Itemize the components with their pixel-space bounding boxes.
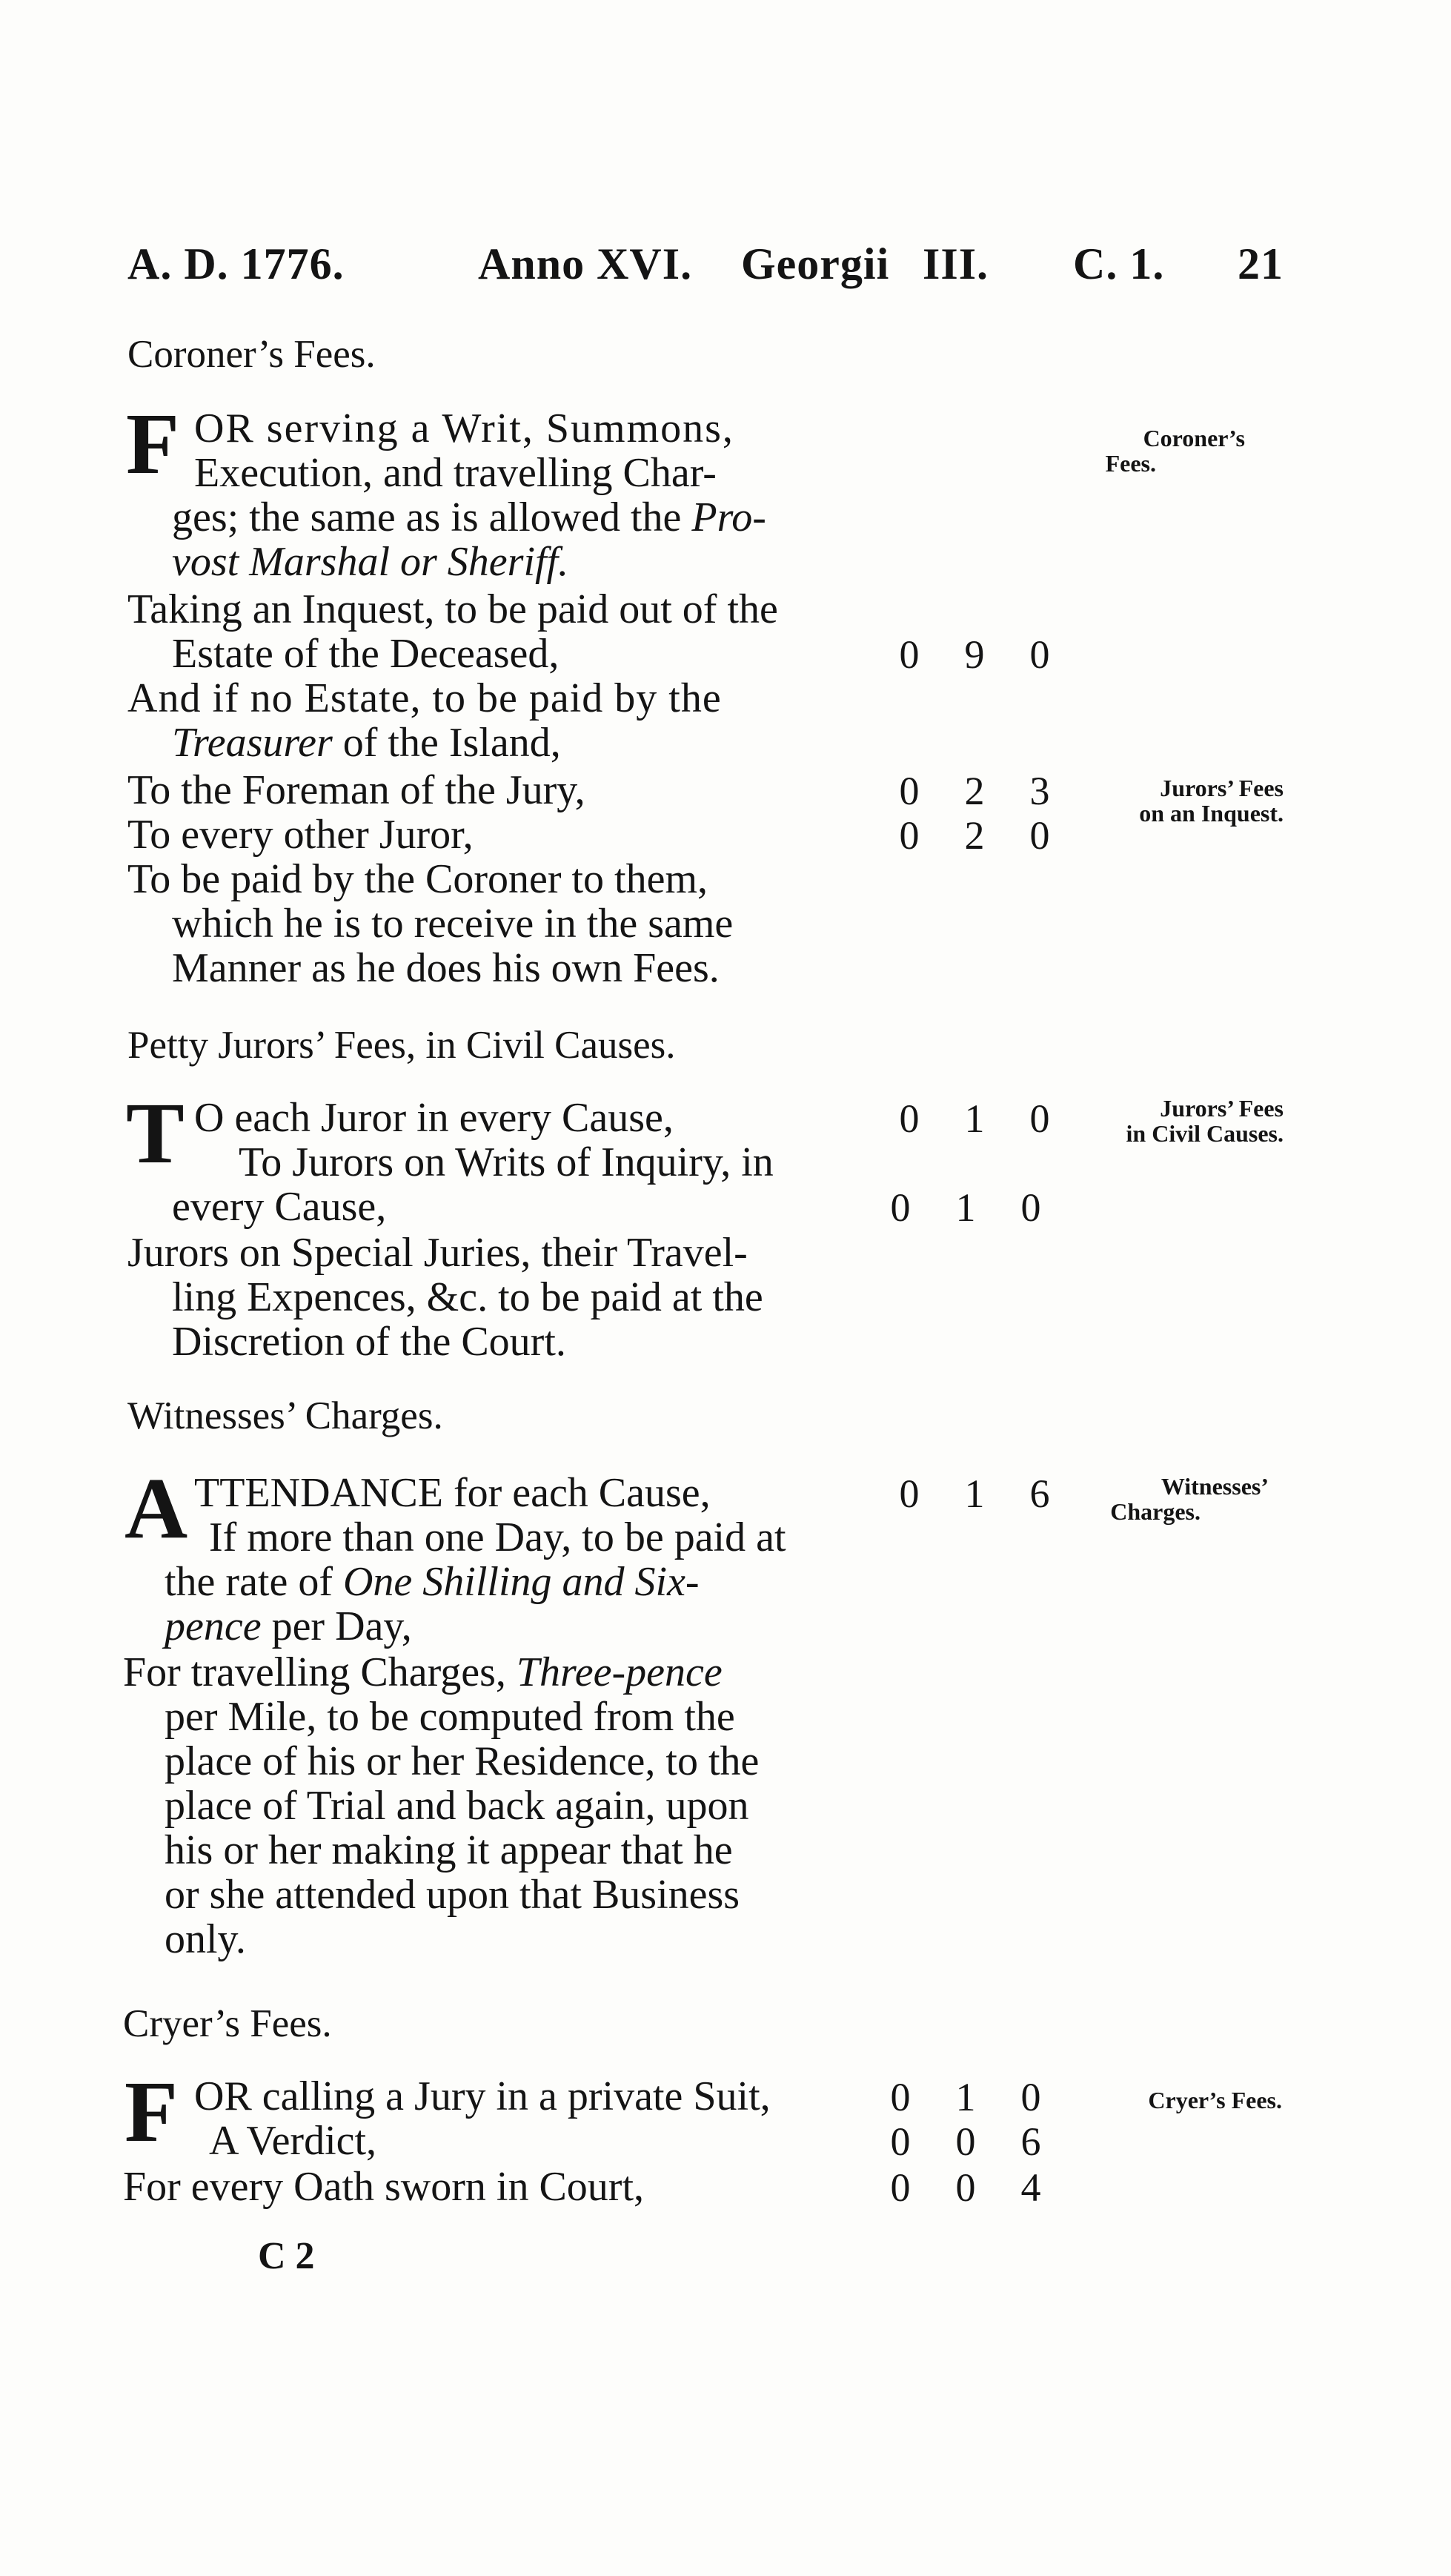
margin-note-line: Jurors’ Fees <box>1160 1095 1284 1122</box>
fee-pence: 0 <box>1020 1185 1041 1230</box>
text-line: To the Foreman of the Jury, <box>127 767 585 813</box>
text-line: only. <box>165 1916 246 1962</box>
margin-note-jurors-civil <box>1052 1096 1284 1146</box>
fee-pence: 0 <box>1029 632 1050 677</box>
fee-pence: 0 <box>1029 813 1050 858</box>
text-line: For every Oath sworn in Court, <box>123 2164 645 2210</box>
header-georgii: Georgii <box>741 239 890 288</box>
fee-pence: 3 <box>1029 769 1050 813</box>
text-line: Jurors on Special Juries, their Travel- <box>127 1230 748 1276</box>
text-line: OR calling a Jury in a private Suit, <box>194 2073 771 2119</box>
text-line: Discretion of the Court. <box>172 1319 566 1365</box>
margin-note-line: on an Inquest. <box>1139 800 1284 827</box>
text-line: the rate of One Shilling and Six- <box>165 1559 700 1605</box>
fee-pounds: 0 <box>899 1096 920 1141</box>
header-chapter: C. 1. <box>1073 239 1165 288</box>
text-line: place of his or her Residence, to the <box>165 1738 760 1784</box>
text-line: For travelling Charges, Three-pence <box>123 1649 723 1695</box>
text-line: Estate of the Deceased, <box>172 631 560 677</box>
text-line: O each Juror in every Cause, <box>194 1095 674 1141</box>
text-line: ling Expences, &c. to be paid at the <box>172 1274 763 1320</box>
margin-note-line: Charges. <box>1110 1498 1201 1525</box>
text-line: ges; the same as is allowed the Pro- <box>172 494 766 540</box>
fee-shillings: 1 <box>955 2075 976 2119</box>
page-number: 21 <box>1238 239 1284 288</box>
fee-shillings: 0 <box>955 2165 976 2210</box>
fee-pounds: 0 <box>899 1471 920 1516</box>
margin-note-witnesses <box>1052 1474 1269 1524</box>
text-line: pence per Day, <box>165 1603 412 1649</box>
fee-shillings: 2 <box>964 769 985 813</box>
text-line: OR serving a Writ, Summons, <box>194 405 734 451</box>
drop-cap: F <box>124 2063 179 2160</box>
section-heading-witnesses: Witnesses’ Charges. <box>127 1394 443 1437</box>
fee-shillings: 1 <box>964 1471 985 1516</box>
drop-cap: T <box>126 1085 185 1182</box>
fee-shillings: 2 <box>964 813 985 858</box>
fee-shillings: 9 <box>964 632 985 677</box>
margin-note-jurors-inquest <box>1052 775 1284 826</box>
text-line: To every other Juror, <box>127 812 474 858</box>
signature-mark: C 2 <box>258 2235 315 2277</box>
fee-pence: 0 <box>1020 2075 1041 2119</box>
text-line: TTENDANCE for each Cause, <box>194 1470 711 1516</box>
drop-cap: A <box>124 1460 188 1557</box>
text-line: place of Trial and back again, upon <box>165 1783 749 1829</box>
section-heading-cryer: Cryer’s Fees. <box>123 2002 332 2045</box>
fee-pounds: 0 <box>899 632 920 677</box>
text-line: And if no Estate, to be paid by the <box>127 675 722 721</box>
text-line: Manner as he does his own Fees. <box>172 945 720 991</box>
fee-pence: 6 <box>1029 1471 1050 1516</box>
fee-pence: 4 <box>1020 2165 1041 2210</box>
fee-pounds: 0 <box>890 2165 911 2210</box>
text-line: To be paid by the Coroner to them, <box>127 856 708 902</box>
margin-note-line: Witnesses’ <box>1161 1473 1269 1500</box>
drop-cap: F <box>126 395 180 492</box>
text-line: If more than one Day, to be paid at <box>209 1514 786 1560</box>
text-line: Taking an Inquest, to be paid out of the <box>127 586 778 632</box>
margin-note-line: Jurors’ Fees <box>1160 775 1284 801</box>
margin-note-line: Coroner’s <box>1143 425 1245 451</box>
text-line: Execution, and travelling Char- <box>194 450 717 496</box>
header-date: A. D. 1776. <box>127 239 345 288</box>
margin-note-coroner <box>1037 426 1245 476</box>
fee-pence: 0 <box>1029 1096 1050 1141</box>
fee-pounds: 0 <box>899 813 920 858</box>
fee-pence: 6 <box>1020 2119 1041 2164</box>
margin-note-line: in Civil Causes. <box>1126 1120 1284 1147</box>
text-line: his or her making it appear that he <box>165 1827 733 1873</box>
margin-note-line: Fees. <box>1105 450 1156 477</box>
text-line: per Mile, to be computed from the <box>165 1694 735 1740</box>
text-line: A Verdict, <box>209 2118 377 2164</box>
margin-note-cryer: Cryer’s Fees. <box>1148 2087 1282 2113</box>
fee-pounds: 0 <box>890 1185 911 1230</box>
text-line: which he is to receive in the same <box>172 901 734 947</box>
fee-pounds: 0 <box>899 769 920 813</box>
fee-shillings: 1 <box>964 1096 985 1141</box>
header-king: III. <box>923 239 989 288</box>
text-line: or she attended upon that Business <box>165 1872 740 1918</box>
section-heading-coroner: Coroner’s Fees. <box>127 333 376 376</box>
text-line: To Jurors on Writs of Inquiry, in <box>239 1139 774 1185</box>
section-heading-petty-jurors: Petty Jurors’ Fees, in Civil Causes. <box>127 1024 676 1067</box>
text-line: every Cause, <box>172 1184 387 1230</box>
fee-pounds: 0 <box>890 2075 911 2119</box>
fee-shillings: 0 <box>955 2119 976 2164</box>
header-anno: Anno XVI. <box>478 239 693 288</box>
fee-shillings: 1 <box>955 1185 976 1230</box>
fee-pounds: 0 <box>890 2119 911 2164</box>
text-line: vost Marshal or Sheriff. <box>172 539 569 585</box>
text-line: Treasurer of the Island, <box>172 720 561 766</box>
